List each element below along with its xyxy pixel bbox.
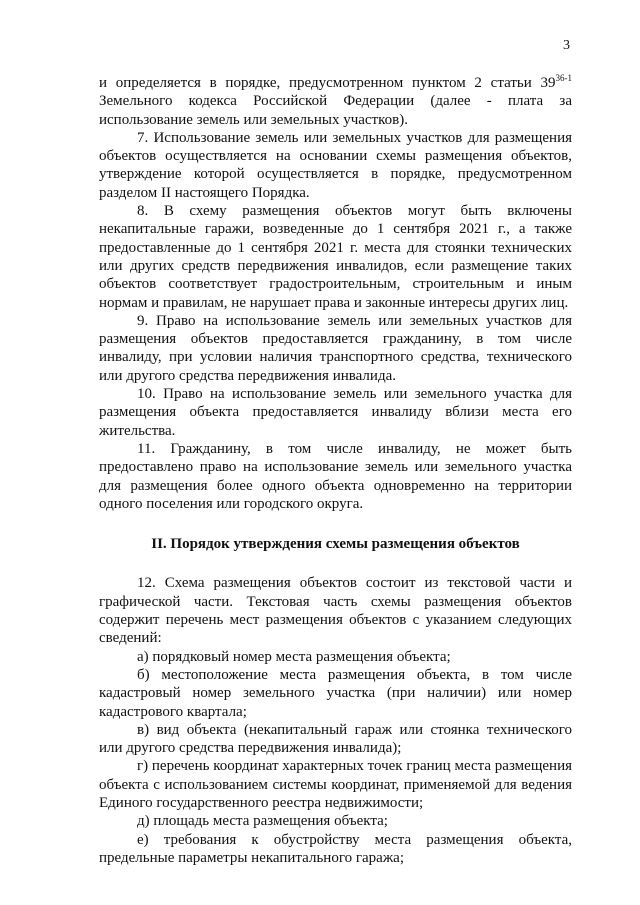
list-item-e: е) требования к обустройству места размещения объекта, предельные параметры некапитального гаража; [99,831,572,866]
paragraph-continuation-text-a: и определяется в порядке, предусмотренном пунктом 2 статьи 39 [99,75,556,91]
paragraph-continuation [99,74,572,129]
paragraph-9: 9. Право на использование земель или земельных участков для размещения объектов предоставляется гражданину, в том числе инвалиду, при условии наличия транспортного средства, технического или другого средства передвижения инвалида. [99,312,572,384]
page-number: 3 [563,38,570,53]
list-item-b: б) местоположение места размещения объекта, в том числе кадастровый номер земельного участка (при наличии) или номер кадастрового квартала; [99,666,572,720]
list-item-g: г) перечень координат характерных точек границ места размещения объекта с использованием системы координат, применяемой для ведения Единого государственного реестра недвижимости; [99,758,572,811]
paragraph-10: 10. Право на использование земель или земельного участка для размещения объекта предоставляется инвалиду вблизи места его жительства. [99,386,572,439]
paragraph-12: 12. Схема размещения объектов состоит из текстовой части и графической части. Текстовая часть схемы размещения объектов содержит перечень мест размещения объектов с указанием следующих сведений: [99,575,572,647]
list-item-d: д) площадь места размещения объекта; [137,813,388,830]
document-body [99,74,572,867]
paragraph-7: 7. Использование земель или земельных участков для размещения объектов осуществляется на основании схемы размещения объектов, утверждение которой осуществляется в порядке, предусмотренном разделом II настоящего Порядка. [99,129,572,201]
list-item-v: в) вид объекта (некапитальный гараж или стоянка технического или другого средства передвижения инвалида); [99,721,572,757]
article-superscript: 36-1 [555,73,572,83]
list-item-a: а) порядковый номер места размещения объекта; [137,648,451,665]
section-heading: II. Порядок утверждения схемы размещения объектов [151,536,520,553]
paragraph-continuation-text-b: Земельного кодекса Российской Федерации (далее - плата за использование земель или земельных участков). [99,93,572,128]
paragraph-8: 8. В схему размещения объектов могут быть включены некапитальные гаражи, возведенные до 1 сентября 2021 г., а также предоставленные до 1 сентября 2021 г. места для стоянки технических или других средств передвижения инвалидов, если размещение таких объектов соответствует градостроительным, строительным и иным нормам и правилам, не нарушает права и законные интересы других лиц. [99,203,572,311]
paragraph-11: 11. Гражданину, в том числе инвалиду, не может быть предоставлено право на использование земель или земельного участка для размещения более одного объекта одновременно на территории одного поселения или городского округа. [99,440,572,512]
